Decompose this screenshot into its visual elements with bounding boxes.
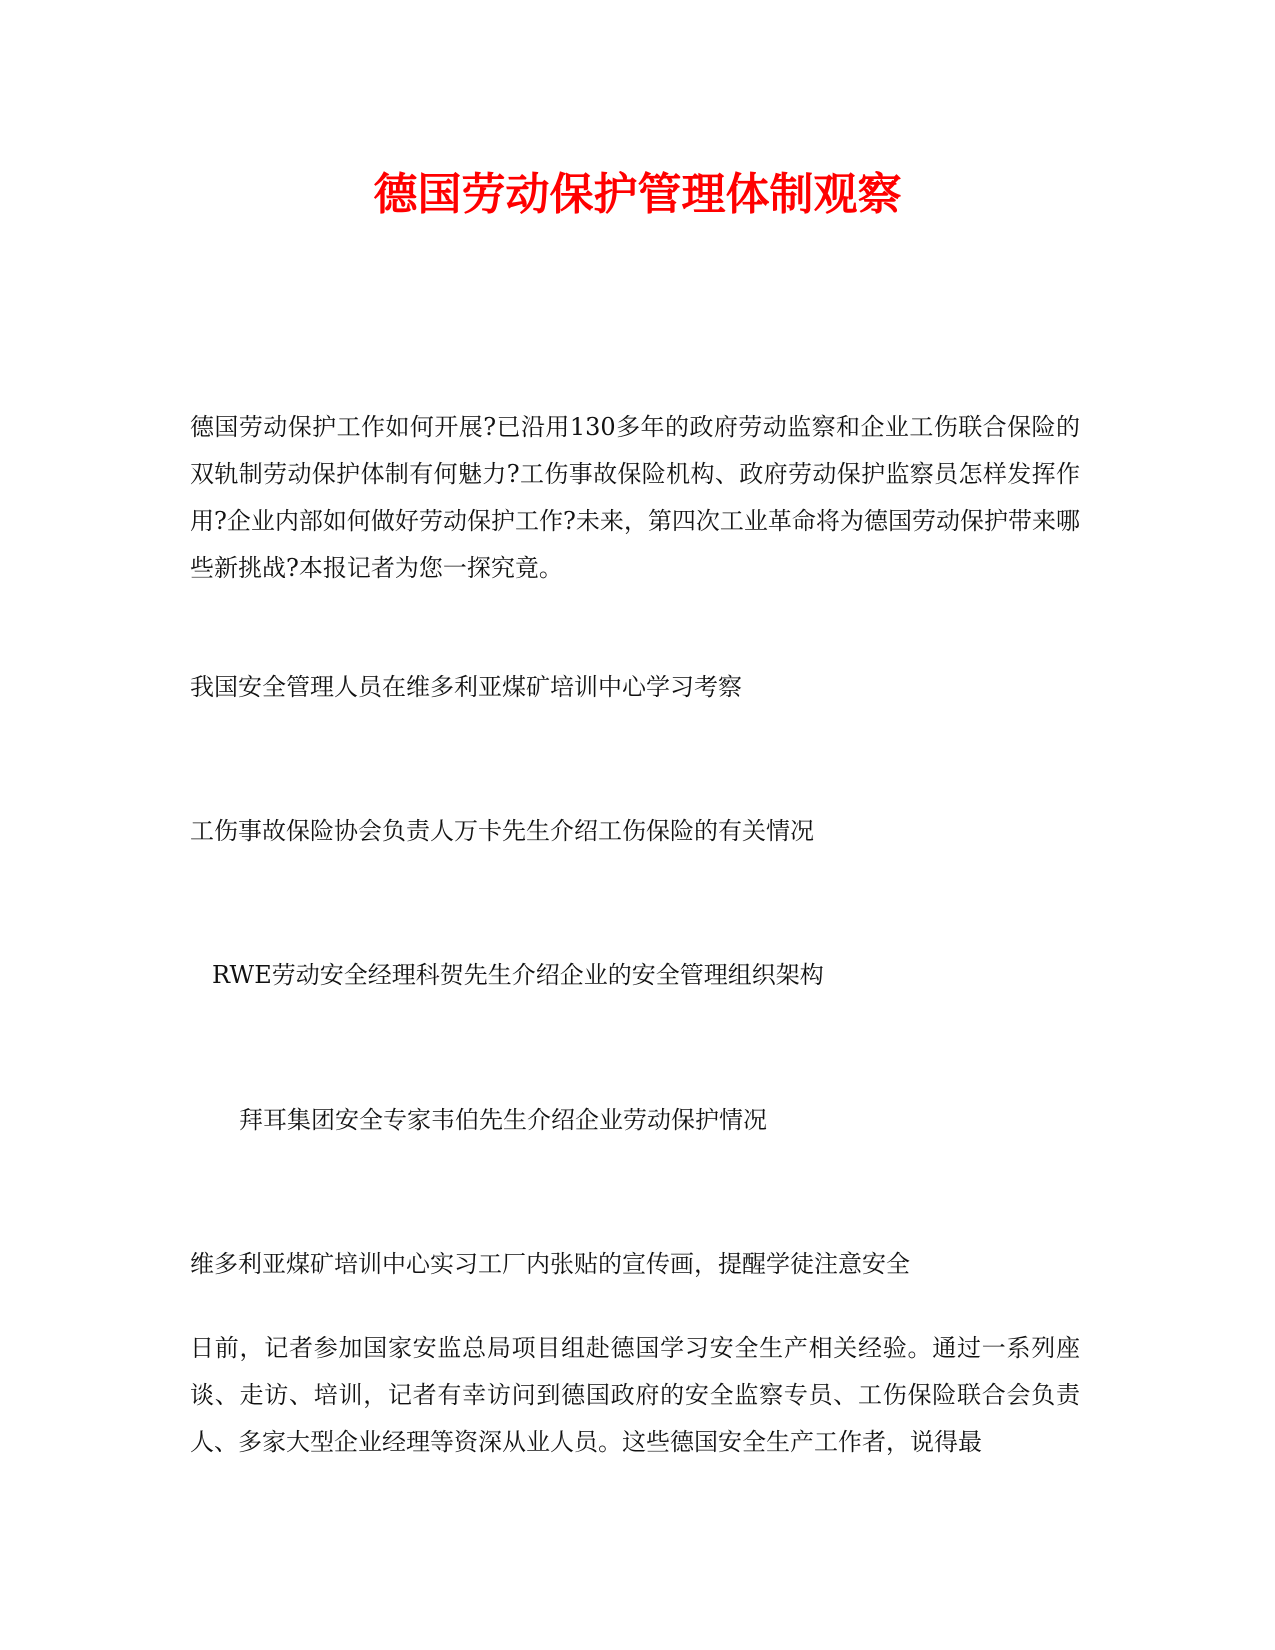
photo-caption: 工伤事故保险协会负责人万卡先生介绍工伤保险的有关情况 — [190, 817, 814, 845]
body-paragraph: 日前，记者参加国家安监总局项目组赴德国学习安全生产相关经验。通过一系列座谈、走访、培训，记者有幸访问到德国政府的安全监察专员、工伤保险联合会负责人、多家大型企业经理等资深从业人员。这些德国安全生产工作者，说得最 — [190, 1334, 1080, 1456]
document-title: 德国劳动保护管理体制观察 — [373, 169, 902, 220]
photo-caption: RWE劳动安全经理科贺先生介绍企业的安全管理组织架构 — [212, 961, 824, 989]
photo-caption: 拜耳集团安全专家韦伯先生介绍企业劳动保护情况 — [239, 1106, 767, 1134]
photo-caption: 维多利亚煤矿培训中心实习工厂内张贴的宣传画，提醒学徒注意安全 — [190, 1250, 910, 1278]
intro-paragraph: 德国劳动保护工作如何开展?已沿用130多年的政府劳动监察和企业工伤联合保险的双轨制劳动保护体制有何魅力?工伤事故保险机构、政府劳动保护监察员怎样发挥作用?企业内部如何做好劳动保护工作?未来，第四次工业革命将为德国劳动保护带来哪些新挑战?本报记者为您一探究竟。 — [190, 413, 1080, 582]
photo-caption: 我国安全管理人员在维多利亚煤矿培训中心学习考察 — [190, 673, 742, 701]
